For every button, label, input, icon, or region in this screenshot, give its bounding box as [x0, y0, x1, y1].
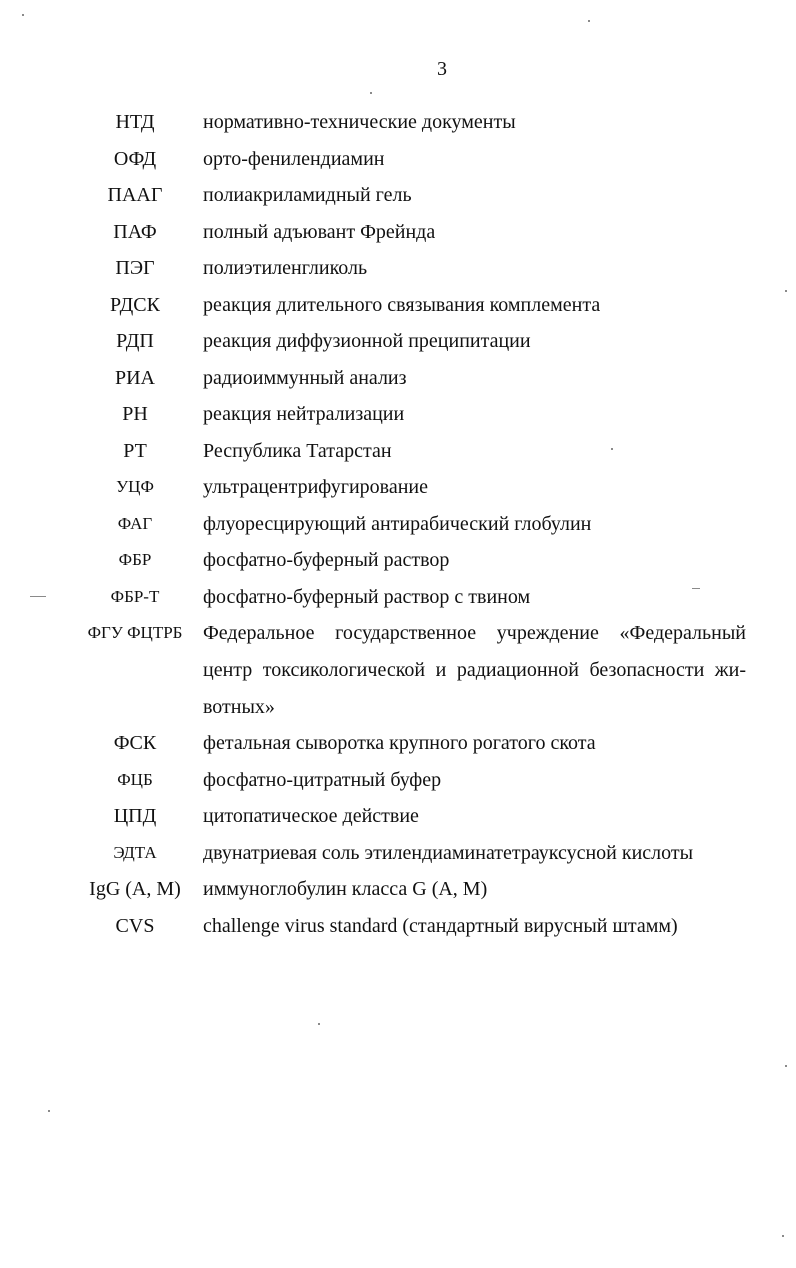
definition: фосфатно-буферный раствор с твином	[203, 585, 531, 608]
list-item	[0, 433, 796, 470]
abbreviation: ПЭГ	[115, 257, 155, 279]
definition: флуоресцирующий антирабический глобулин	[203, 512, 592, 535]
scan-speck	[785, 290, 787, 292]
scan-speck	[782, 1235, 784, 1237]
list-item	[0, 798, 796, 835]
abbreviation: CVS	[115, 914, 155, 937]
list-item	[0, 396, 796, 433]
abbreviation: НТД	[115, 111, 155, 133]
list-item	[0, 214, 796, 251]
definition: иммуноглобулин класса G (А, М)	[203, 878, 488, 900]
abbreviation: РДП	[116, 330, 154, 352]
abbreviation: ПАФ	[113, 220, 157, 243]
list-item	[0, 506, 796, 543]
abbreviation: ОФД	[113, 147, 157, 170]
abbreviation: ЦПД	[113, 805, 157, 827]
list-item	[0, 542, 796, 579]
definition: полиакриламидный гель	[203, 184, 412, 206]
list-item	[0, 725, 796, 762]
abbreviation: ФГУ ФЦТРБ	[87, 623, 183, 642]
definition: Федеральное государственное учреждение «Федеральный центр токсикологической и радиационной безопасности жи-вотных»	[203, 622, 746, 718]
scan-speck	[370, 92, 372, 94]
abbreviation: РН	[122, 403, 148, 425]
list-item	[0, 287, 796, 324]
abbreviation: ФБР	[118, 550, 152, 569]
abbreviation: ЭДТА	[113, 842, 157, 862]
page-number: 3	[437, 58, 447, 80]
scan-speck	[692, 588, 700, 589]
abbreviation: РДСК	[110, 293, 160, 316]
scan-speck	[611, 448, 613, 450]
definition: полиэтиленгликоль	[203, 257, 368, 279]
definition: challenge virus standard (стандартный вирусный штамм)	[203, 914, 678, 937]
list-item	[0, 762, 796, 799]
definition: реакция нейтрализации	[203, 403, 405, 425]
definition: фосфатно-цитратный буфер	[203, 768, 442, 791]
definition: Республика Татарстан	[203, 439, 392, 462]
definition: фетальная сыворотка крупного рогатого скота	[203, 732, 596, 754]
list-item	[0, 835, 796, 872]
scan-speck	[30, 596, 46, 597]
abbreviation: ФАГ	[117, 513, 153, 533]
abbreviation: ФСК	[113, 732, 157, 754]
scan-speck	[48, 1110, 50, 1112]
definition: двунатриевая соль этилендиаминатетрауксусной кислоты	[203, 841, 694, 864]
abbreviation: ФБР-Т	[110, 586, 160, 606]
definition: фосфатно-буферный раствор	[203, 549, 450, 571]
definition: полный адъювант Фрейнда	[203, 220, 436, 243]
abbreviation: УЦФ	[116, 477, 154, 496]
definition: ультрацентрифугирование	[203, 476, 428, 498]
abbreviation: ФЦБ	[117, 769, 153, 789]
definition: нормативно-технические документы	[203, 111, 516, 133]
abbreviation: РТ	[123, 439, 147, 462]
list-item	[0, 250, 796, 287]
abbreviation: IgG (А, М)	[89, 878, 181, 900]
list-item	[0, 615, 796, 725]
abbreviation: РИА	[114, 366, 155, 389]
definition: реакция диффузионной преципитации	[203, 330, 531, 352]
list-item	[0, 469, 796, 506]
list-item	[0, 104, 796, 141]
scan-speck	[588, 20, 590, 22]
scan-speck	[22, 14, 24, 16]
definition: цитопатическое действие	[203, 805, 419, 827]
list-item	[0, 177, 796, 214]
definition: реакция длительного связывания комплемента	[203, 293, 601, 316]
abbreviation: ПААГ	[107, 184, 163, 206]
list-item	[0, 871, 796, 908]
scan-speck	[318, 1023, 320, 1025]
list-item	[0, 579, 796, 616]
list-item	[0, 323, 796, 360]
list-item	[0, 908, 796, 945]
definition: радиоиммунный анализ	[203, 366, 407, 389]
abbreviation-list	[0, 104, 796, 944]
definition: орто-фенилендиамин	[203, 147, 385, 170]
list-item	[0, 141, 796, 178]
scan-speck	[785, 1065, 787, 1067]
list-item	[0, 360, 796, 397]
